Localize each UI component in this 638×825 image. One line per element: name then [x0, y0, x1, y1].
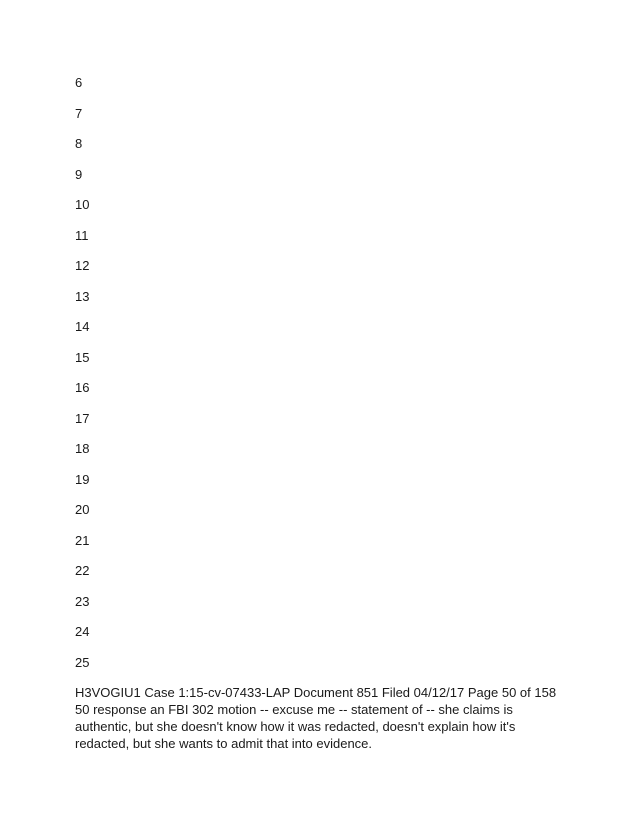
line-number-column	[75, 74, 89, 684]
transcript-paragraph: H3VOGIU1 Case 1:15-cv-07433-LAP Document 851 Filed 04/12/17 Page 50 of 158 50 response an FBI 302 motion -- excuse me -- statement of -- she claims is authentic, but she doesn't know how it was redacted, doesn't explain how it's redacted, but she wants to admit that into evidence.	[75, 685, 557, 751]
line-number: 16	[75, 380, 90, 395]
line-number: 23	[75, 593, 90, 609]
line-number: 17	[75, 410, 90, 426]
line-number: 24	[75, 624, 90, 639]
line-number: 12	[75, 258, 90, 273]
line-number: 9	[75, 166, 83, 182]
line-number: 25	[75, 654, 90, 670]
line-number: 13	[75, 288, 90, 304]
line-number: 20	[75, 502, 90, 517]
line-number: 18	[75, 441, 90, 456]
line-number: 19	[75, 471, 90, 487]
line-number: 22	[75, 563, 90, 578]
line-number: 15	[75, 349, 90, 365]
line-number: 14	[75, 319, 90, 334]
line-number: 6	[75, 75, 83, 90]
line-number: 10	[75, 197, 90, 212]
line-number: 7	[75, 105, 83, 121]
line-number: 11	[75, 227, 89, 243]
line-number: 21	[75, 532, 90, 548]
line-number: 8	[75, 136, 83, 151]
